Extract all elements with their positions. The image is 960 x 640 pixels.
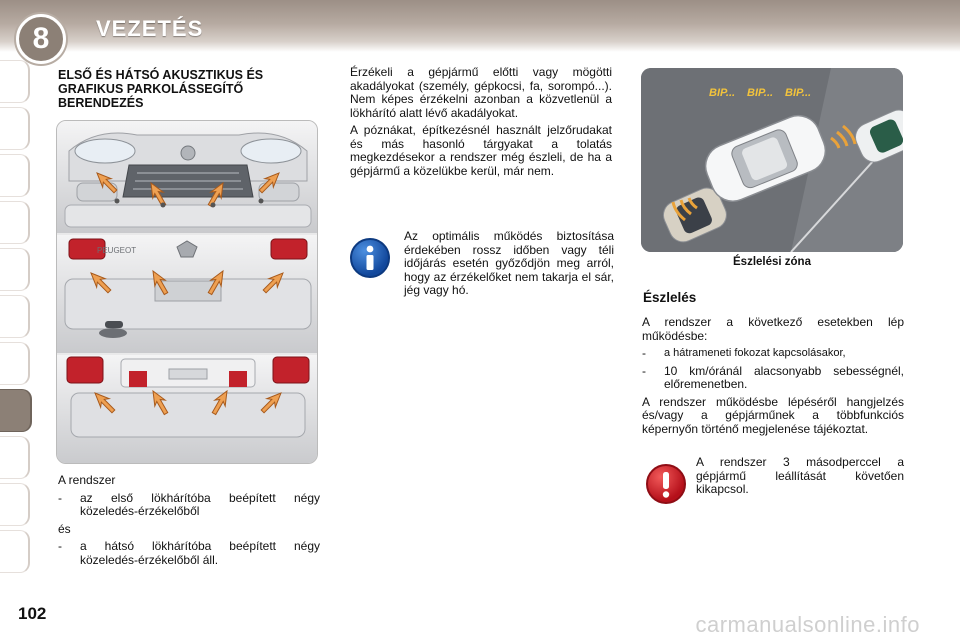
list-item: - az első lökhárítóba beépített négy közeledés-érzékelőből	[58, 490, 320, 518]
warning-note-text: A rendszer 3 másodperccel a gépjármű leállítását követően kikapcsol.	[696, 455, 904, 496]
list-item-text: a hátrameneti fokozat kapcsolásakor,	[664, 347, 846, 359]
chapter-tab[interactable]	[0, 248, 30, 291]
bip-label: BIP...	[785, 87, 812, 99]
left-intro: A rendszer	[58, 473, 116, 487]
paragraph: A rendszer a következő esetekben lép működésbe:	[642, 315, 904, 343]
section-title: ELSŐ ÉS HÁTSÓ AKUSZTIKUS ÉS GRAFIKUS PARKOLÁSSEGÍTŐ BERENDEZÉS	[58, 68, 264, 110]
list-item: - a hátsó lökhárítóba beépített négy közeledés-érzékelőből áll.	[58, 539, 320, 567]
list-item: - 10 km/óránál alacsonyabb sebességnél, előremenetben.	[642, 363, 904, 391]
bip-label: BIP...	[747, 87, 774, 99]
parking-illustration	[641, 68, 903, 252]
right-column-text	[642, 316, 904, 440]
list-item-text: az első lökhárítóba beépített négy közeledés-érzékelőből	[80, 490, 320, 518]
bumper-illustration	[57, 121, 318, 464]
chapter-tab-active[interactable]	[0, 389, 32, 432]
paragraph: Érzékeli a gépjármű előtti vagy mögötti akadályokat (személy, gépkocsi, fa, sorompó...). Nem képes érzékelni azonban a közvetlenül a lökhárító alatt lévő akadályokat.	[350, 65, 612, 120]
info-icon	[350, 238, 390, 278]
subheading: Észlelés	[643, 290, 697, 305]
chapter-title: VEZETÉS	[96, 16, 204, 41]
watermark: carmanualsonline.info	[695, 612, 920, 637]
list-item-text: a hátsó lökhárítóba beépített négy közeledés-érzékelőből áll.	[80, 539, 320, 567]
middle-column-text	[350, 66, 612, 182]
warning-icon	[646, 464, 686, 504]
figure-caption: Észlelési zóna	[733, 256, 811, 268]
list-item: - a hátrameneti fokozat kapcsolásakor,	[642, 347, 904, 361]
chapter-number-badge: 8	[16, 14, 66, 64]
left-connector: és	[58, 521, 71, 536]
chapter-tab[interactable]	[0, 60, 30, 103]
chapter-tab[interactable]	[0, 201, 30, 244]
chapter-tab[interactable]	[0, 530, 30, 573]
figure-brand-badge: PEUGEOT	[97, 246, 137, 255]
page-number: 102	[18, 604, 47, 623]
list-item-text: 10 km/óránál alacsonyabb sebességnél, előremenetben.	[664, 363, 904, 391]
left-column-text	[58, 474, 320, 571]
chapter-tabs	[0, 60, 34, 577]
chapter-tab[interactable]	[0, 483, 30, 526]
chapter-tab[interactable]	[0, 342, 30, 385]
detection-zone-figure	[641, 68, 903, 252]
bumper-sensors-figure	[56, 120, 318, 464]
info-note-text: Az optimális működés biztosítása érdekében rossz időben vagy téli időjárás esetén győződjön meg arról, hogy az érzékelőket nem takarja el sár, jég vagy hó.	[404, 229, 614, 297]
chapter-tab[interactable]	[0, 107, 30, 150]
chapter-tab[interactable]	[0, 154, 30, 197]
bip-label: BIP...	[709, 87, 736, 99]
chapter-tab[interactable]	[0, 436, 30, 479]
paragraph: A póznákat, építkezésnél használt jelzőrudakat és más hasonló tárgyakat a tolatás megkezdésekor a rendszer még észleli, de ha a gépjármű a közelükbe kerül, már nem.	[350, 123, 612, 178]
chapter-tab[interactable]	[0, 295, 30, 338]
paragraph: A rendszer működésbe lépéséről hangjelzés és/vagy a gépjárműnek a többfunkciós képernyőn történő megjelenése tájékoztat.	[642, 394, 904, 436]
